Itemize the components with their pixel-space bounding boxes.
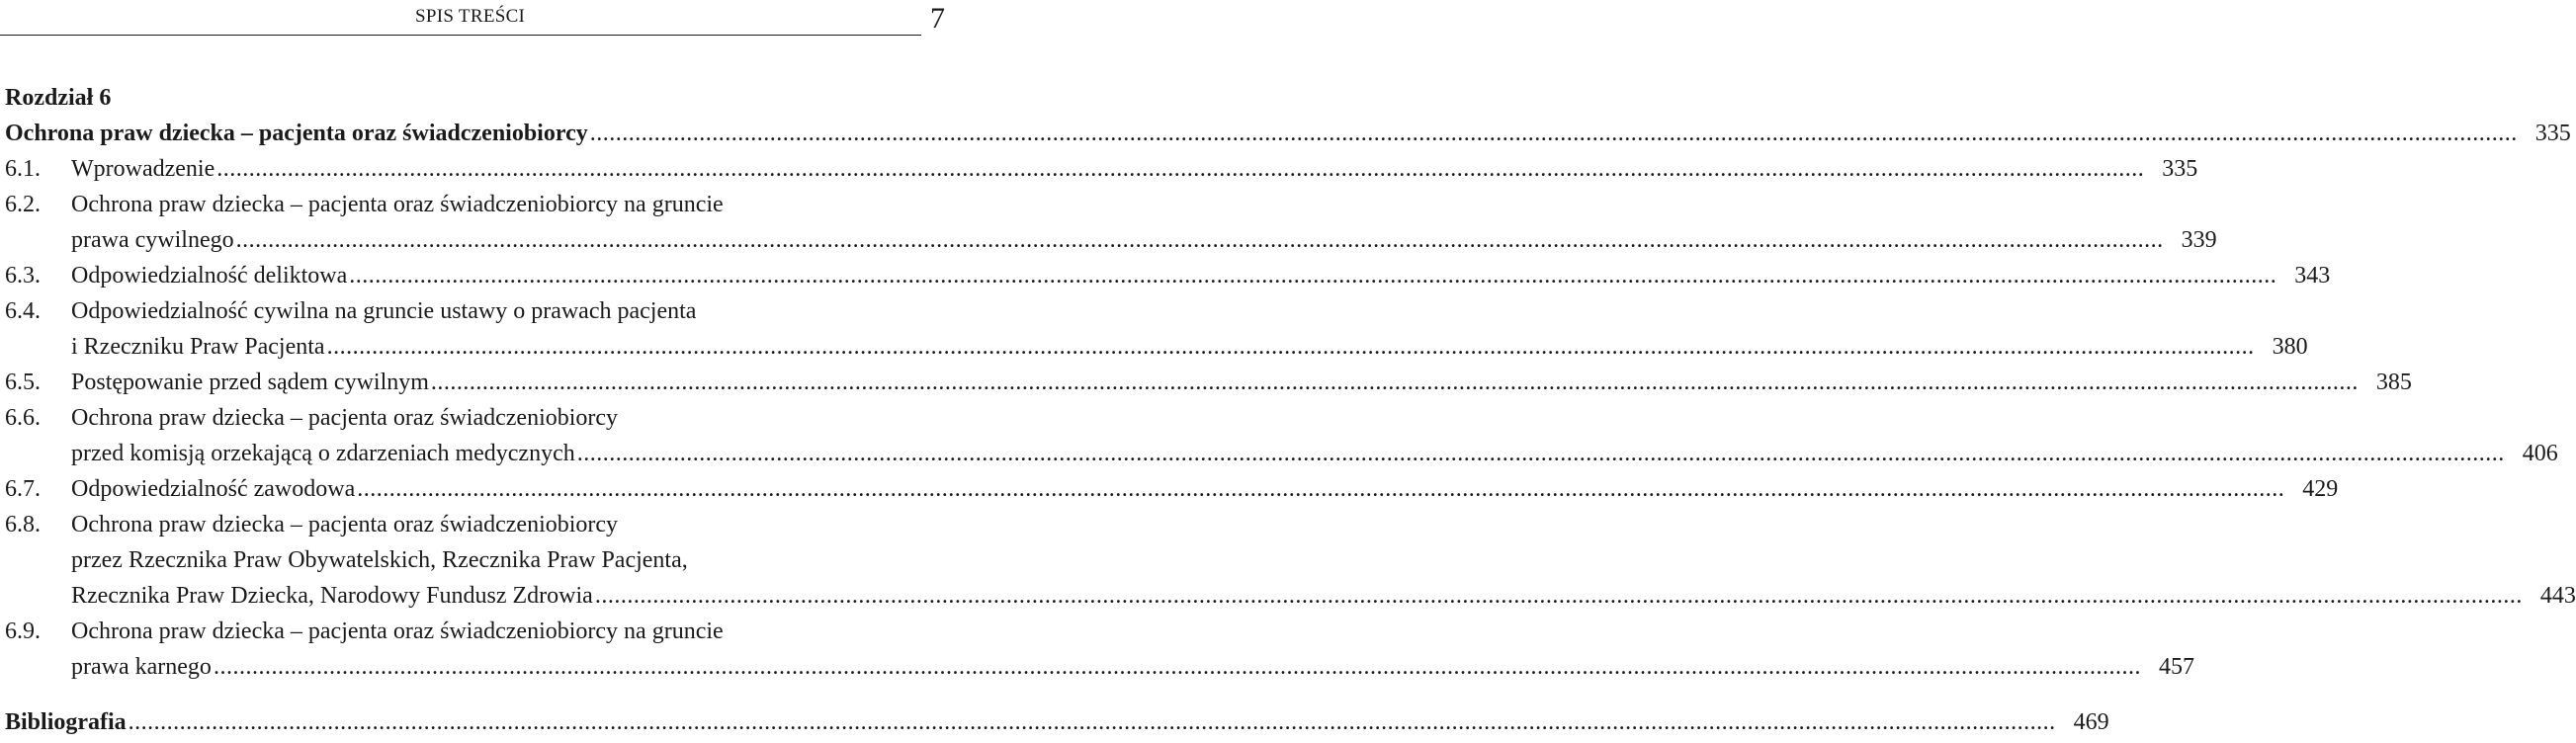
page-ref: 457 — [2158, 654, 2194, 680]
toc-section-6-5[interactable] — [0, 366, 2412, 399]
section-title: Odpowiedzialność cywilna na gruncie ustawy o prawach pacjenta — [71, 298, 697, 324]
toc-entry — [71, 152, 2198, 186]
section-number: 6.1. — [5, 156, 41, 182]
section-title: Ochrona praw dziecka – pacjenta oraz świadczeniobiorcy na gruncie — [71, 619, 724, 644]
toc-section-6-4[interactable] — [0, 294, 945, 328]
toc-section-6-4-cont[interactable] — [0, 330, 2308, 364]
section-title-cont: Rzecznika Praw Dziecka, Narodowy Fundusz Zdrowia — [71, 583, 593, 609]
toc-section-6-1[interactable] — [0, 152, 2198, 186]
chapter-title: Ochrona praw dziecka – pacjenta oraz świadczeniobiorcy — [5, 121, 588, 146]
toc-entry — [71, 579, 2576, 613]
toc-bibliography[interactable] — [0, 705, 2109, 739]
page-ref: 335 — [2534, 121, 2571, 146]
page-ref: 380 — [2272, 334, 2308, 360]
section-number: 6.2. — [5, 192, 41, 217]
toc-entry — [71, 472, 2339, 506]
toc-section-6-8-cont[interactable] — [0, 543, 945, 577]
section-title-cont: prawa cywilnego — [71, 227, 234, 253]
dot-leader: ............................................................................................................................................................................................................................................................................................................ — [326, 334, 2255, 360]
toc-entry — [71, 330, 2308, 364]
section-title: Ochrona praw dziecka – pacjenta oraz świadczeniobiorcy na gruncie — [71, 192, 724, 217]
chapter-label: Rozdział 6 — [5, 85, 112, 111]
toc-section-6-9[interactable] — [0, 615, 945, 648]
page-ref: 429 — [2302, 476, 2339, 502]
dot-leader: ............................................................................................................................................................................................................................................................................................................ — [213, 654, 2141, 680]
page-ref: 469 — [2073, 709, 2109, 735]
toc-entry — [71, 437, 2558, 470]
dot-leader: ............................................................................................................................................................................................................................................................................................................ — [357, 476, 2285, 502]
section-number: 6.5. — [5, 370, 41, 395]
dot-leader: ............................................................................................................................................................................................................................................................................................................ — [349, 263, 2277, 289]
section-number: 6.3. — [5, 263, 41, 289]
page-header — [0, 0, 949, 40]
toc-entry — [5, 705, 2109, 739]
dot-leader: ............................................................................................................................................................................................................................................................................................................ — [430, 370, 2359, 395]
section-title: Odpowiedzialność deliktowa — [71, 263, 348, 289]
toc-entry — [71, 223, 2217, 257]
section-title: Wprowadzenie — [71, 156, 215, 182]
chapter-title-line[interactable] — [0, 117, 2571, 150]
dot-leader: ............................................................................................................................................................................................................................................................................................................ — [128, 709, 2056, 735]
dot-leader: ............................................................................................................................................................................................................................................................................................................ — [576, 441, 2505, 466]
page-ref: 343 — [2294, 263, 2331, 289]
dot-leader: ............................................................................................................................................................................................................................................................................................................ — [235, 227, 2164, 253]
toc-section-6-8-cont2[interactable] — [0, 579, 2576, 613]
section-number: 6.7. — [5, 476, 41, 502]
section-number: 6.9. — [5, 619, 41, 644]
toc-entry — [5, 117, 2571, 150]
section-title-cont: i Rzeczniku Praw Pacjenta — [71, 334, 325, 360]
chapter-label-line — [0, 81, 945, 115]
section-number: 6.6. — [5, 405, 41, 431]
toc-section-6-8[interactable] — [0, 508, 945, 541]
section-title-cont: przed komisją orzekającą o zdarzeniach medycznych — [71, 441, 575, 466]
section-title-cont: przez Rzecznika Praw Obywatelskich, Rzecznika Praw Pacjenta, — [71, 547, 688, 573]
toc-section-6-3[interactable] — [0, 259, 2331, 292]
bibliography-label: Bibliografia — [5, 709, 127, 735]
page-ref: 385 — [2375, 370, 2412, 395]
dot-leader: ............................................................................................................................................................................................................................................................................................................ — [589, 121, 2518, 146]
section-title: Odpowiedzialność zawodowa — [71, 476, 356, 502]
page-ref: 335 — [2162, 156, 2198, 182]
section-number: 6.4. — [5, 298, 41, 324]
page-ref: 339 — [2181, 227, 2217, 253]
toc-section-6-6[interactable] — [0, 401, 945, 435]
toc-section-6-9-cont[interactable] — [0, 650, 2194, 684]
section-title: Ochrona praw dziecka – pacjenta oraz świadczeniobiorcy — [71, 405, 619, 431]
running-title: SPIS TREŚCI — [415, 6, 526, 27]
dot-leader: ............................................................................................................................................................................................................................................................................................................ — [216, 156, 2145, 182]
toc-section-6-7[interactable] — [0, 472, 2339, 506]
section-title-cont: prawa karnego — [71, 654, 212, 680]
page-ref: 443 — [2539, 583, 2576, 609]
toc-entry — [71, 259, 2331, 292]
toc-entry — [71, 366, 2412, 399]
page-ref: 406 — [2522, 441, 2558, 466]
section-number: 6.8. — [5, 512, 41, 537]
toc-entry — [71, 650, 2194, 684]
toc-section-6-2-cont[interactable] — [0, 223, 2217, 257]
dot-leader: ............................................................................................................................................................................................................................................................................................................ — [594, 583, 2523, 609]
header-rule — [0, 35, 921, 36]
toc-section-6-6-cont[interactable] — [0, 437, 2558, 470]
section-title: Postępowanie przed sądem cywilnym — [71, 370, 429, 395]
toc-section-6-2[interactable] — [0, 188, 945, 221]
section-title: Ochrona praw dziecka – pacjenta oraz świadczeniobiorcy — [71, 512, 619, 537]
page-number: 7 — [930, 2, 945, 35]
